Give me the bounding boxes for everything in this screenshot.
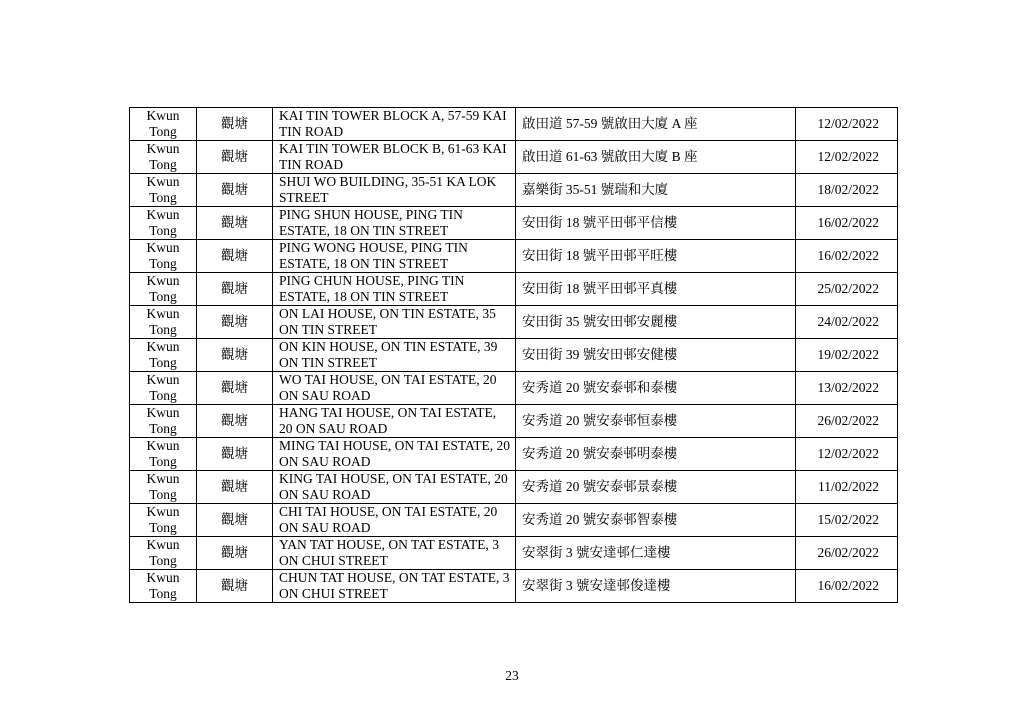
address-chinese-cell: 安翠街 3 號安達邨俊達樓: [516, 570, 796, 603]
table-row: [130, 339, 898, 372]
address-chinese-cell: 安田街 18 號平田邨平真樓: [516, 273, 796, 306]
address-chinese-cell: 安秀道 20 號安泰邨和泰樓: [516, 372, 796, 405]
date-cell: 13/02/2022: [796, 372, 898, 405]
district-english-cell: Kwun Tong: [130, 306, 197, 339]
district-english-cell: Kwun Tong: [130, 207, 197, 240]
district-chinese-cell: 觀塘: [197, 471, 273, 504]
table-row: [130, 438, 898, 471]
table-row: [130, 471, 898, 504]
district-chinese-cell: 觀塘: [197, 207, 273, 240]
address-english-cell: KING TAI HOUSE, ON TAI ESTATE, 20 ON SAU ROAD: [273, 471, 516, 504]
table-row: [130, 372, 898, 405]
address-chinese-cell: 安田街 39 號安田邨安健樓: [516, 339, 796, 372]
district-english-cell: Kwun Tong: [130, 273, 197, 306]
address-english-cell: MING TAI HOUSE, ON TAI ESTATE, 20 ON SAU ROAD: [273, 438, 516, 471]
district-english-cell: Kwun Tong: [130, 240, 197, 273]
date-cell: 26/02/2022: [796, 405, 898, 438]
address-english-cell: PING WONG HOUSE, PING TIN ESTATE, 18 ON TIN STREET: [273, 240, 516, 273]
address-english-cell: ON KIN HOUSE, ON TIN ESTATE, 39 ON TIN STREET: [273, 339, 516, 372]
address-chinese-cell: 安秀道 20 號安泰邨明泰樓: [516, 438, 796, 471]
date-cell: 12/02/2022: [796, 141, 898, 174]
address-chinese-cell: 安翠街 3 號安達邨仁達樓: [516, 537, 796, 570]
district-chinese-cell: 觀塘: [197, 537, 273, 570]
table-row: [130, 570, 898, 603]
address-chinese-cell: 安田街 18 號平田邨平旺樓: [516, 240, 796, 273]
table-row: [130, 174, 898, 207]
address-english-cell: KAI TIN TOWER BLOCK B, 61-63 KAI TIN ROAD: [273, 141, 516, 174]
address-english-cell: SHUI WO BUILDING, 35-51 KA LOK STREET: [273, 174, 516, 207]
date-cell: 19/02/2022: [796, 339, 898, 372]
district-chinese-cell: 觀塘: [197, 174, 273, 207]
district-english-cell: Kwun Tong: [130, 339, 197, 372]
district-english-cell: Kwun Tong: [130, 504, 197, 537]
date-cell: 12/02/2022: [796, 108, 898, 141]
address-english-cell: PING SHUN HOUSE, PING TIN ESTATE, 18 ON TIN STREET: [273, 207, 516, 240]
table-row: [130, 240, 898, 273]
district-chinese-cell: 觀塘: [197, 141, 273, 174]
table-row: [130, 504, 898, 537]
date-cell: 18/02/2022: [796, 174, 898, 207]
district-chinese-cell: 觀塘: [197, 438, 273, 471]
affected-buildings-table: [129, 107, 898, 603]
district-english-cell: Kwun Tong: [130, 372, 197, 405]
district-chinese-cell: 觀塘: [197, 405, 273, 438]
address-english-cell: CHUN TAT HOUSE, ON TAT ESTATE, 3 ON CHUI STREET: [273, 570, 516, 603]
address-english-cell: CHI TAI HOUSE, ON TAI ESTATE, 20 ON SAU ROAD: [273, 504, 516, 537]
district-english-cell: Kwun Tong: [130, 141, 197, 174]
date-cell: 15/02/2022: [796, 504, 898, 537]
district-chinese-cell: 觀塘: [197, 570, 273, 603]
date-cell: 16/02/2022: [796, 240, 898, 273]
address-chinese-cell: 安秀道 20 號安泰邨智泰樓: [516, 504, 796, 537]
table-row: [130, 537, 898, 570]
date-cell: 25/02/2022: [796, 273, 898, 306]
address-chinese-cell: 啟田道 61-63 號啟田大廈 B 座: [516, 141, 796, 174]
district-english-cell: Kwun Tong: [130, 471, 197, 504]
district-english-cell: Kwun Tong: [130, 537, 197, 570]
address-english-cell: KAI TIN TOWER BLOCK A, 57-59 KAI TIN ROAD: [273, 108, 516, 141]
district-chinese-cell: 觀塘: [197, 273, 273, 306]
address-chinese-cell: 安田街 18 號平田邨平信樓: [516, 207, 796, 240]
district-english-cell: Kwun Tong: [130, 570, 197, 603]
district-english-cell: Kwun Tong: [130, 405, 197, 438]
date-cell: 16/02/2022: [796, 570, 898, 603]
date-cell: 24/02/2022: [796, 306, 898, 339]
table-row: [130, 405, 898, 438]
district-english-cell: Kwun Tong: [130, 174, 197, 207]
district-chinese-cell: 觀塘: [197, 504, 273, 537]
district-english-cell: Kwun Tong: [130, 438, 197, 471]
address-chinese-cell: 嘉樂街 35-51 號瑞和大廈: [516, 174, 796, 207]
address-english-cell: PING CHUN HOUSE, PING TIN ESTATE, 18 ON TIN STREET: [273, 273, 516, 306]
table-row: [130, 108, 898, 141]
address-chinese-cell: 安秀道 20 號安泰邨景泰樓: [516, 471, 796, 504]
address-english-cell: YAN TAT HOUSE, ON TAT ESTATE, 3 ON CHUI STREET: [273, 537, 516, 570]
address-chinese-cell: 安秀道 20 號安泰邨恒泰樓: [516, 405, 796, 438]
page-number: 23: [505, 668, 519, 683]
address-english-cell: ON LAI HOUSE, ON TIN ESTATE, 35 ON TIN STREET: [273, 306, 516, 339]
table-row: [130, 306, 898, 339]
address-english-cell: WO TAI HOUSE, ON TAI ESTATE, 20 ON SAU ROAD: [273, 372, 516, 405]
table-row: [130, 141, 898, 174]
date-cell: 12/02/2022: [796, 438, 898, 471]
address-chinese-cell: 安田街 35 號安田邨安麗樓: [516, 306, 796, 339]
table-row: [130, 273, 898, 306]
table-body: [130, 108, 898, 603]
district-english-cell: Kwun Tong: [130, 108, 197, 141]
district-chinese-cell: 觀塘: [197, 306, 273, 339]
address-chinese-cell: 啟田道 57-59 號啟田大廈 A 座: [516, 108, 796, 141]
district-chinese-cell: 觀塘: [197, 372, 273, 405]
address-english-cell: HANG TAI HOUSE, ON TAI ESTATE, 20 ON SAU ROAD: [273, 405, 516, 438]
district-chinese-cell: 觀塘: [197, 240, 273, 273]
district-chinese-cell: 觀塘: [197, 108, 273, 141]
date-cell: 16/02/2022: [796, 207, 898, 240]
district-chinese-cell: 觀塘: [197, 339, 273, 372]
date-cell: 26/02/2022: [796, 537, 898, 570]
date-cell: 11/02/2022: [796, 471, 898, 504]
table-row: [130, 207, 898, 240]
